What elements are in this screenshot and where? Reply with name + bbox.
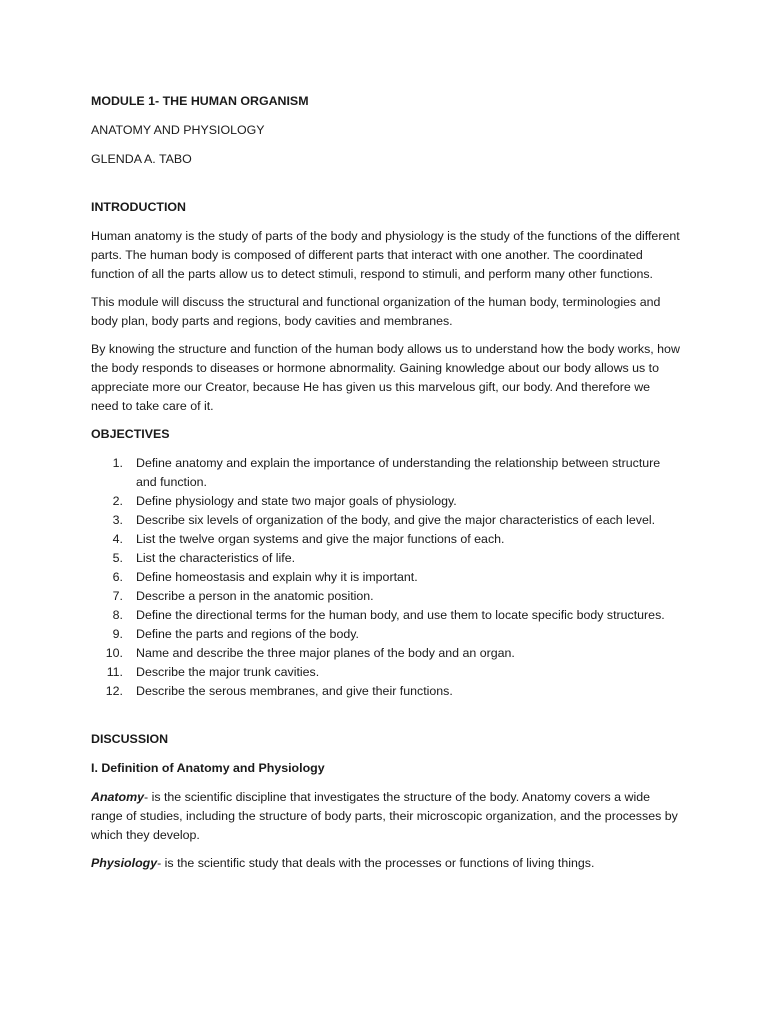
physiology-definition: [91, 854, 680, 873]
objective-item: 6. Define homeostasis and explain why it is important.: [112, 570, 418, 584]
objective-item: 5. List the characteristics of life.: [112, 551, 296, 565]
anatomy-text: - is the scientific discipline that investigates the structure of the body. Anatomy covers a wide range of studies, including the structure of body parts, their microscopic organization, and the processes by which they develop.: [91, 790, 678, 842]
section-title: I. Definition of Anatomy and Physiology: [91, 761, 325, 775]
discussion-heading: DISCUSSION: [91, 732, 169, 746]
objective-item: 10. Name and describe the three major planes of the body and an organ.: [105, 646, 515, 660]
objective-item: 4. List the twelve organ systems and give the major functions of each.: [112, 532, 505, 546]
objective-item: 1. Define anatomy and explain the importance of understanding the relationship between structure and function.: [112, 456, 661, 489]
intro-paragraph-2: This module will discuss the structural and functional organization of the human body, terminologies and body plan, body parts and regions, body cavities and membranes.: [91, 295, 661, 328]
introduction-heading: INTRODUCTION: [91, 200, 186, 214]
objective-item: 2. Define physiology and state two major goals of physiology.: [112, 494, 457, 508]
intro-paragraph-3: By knowing the structure and function of the human body allows us to understand how the body works, how the body responds to diseases or hormone abnormality. Gaining knowledge about our body allows us to appreciate more our Creator, because He has given us this marvelous gift, our body. And therefore we need to take care of it.: [91, 342, 680, 413]
objective-item: 9. Define the parts and regions of the body.: [112, 627, 359, 641]
objective-item: 8. Define the directional terms for the human body, and use them to locate specific body structures.: [112, 608, 665, 622]
anatomy-term: Anatomy: [91, 790, 145, 804]
intro-paragraph-1: Human anatomy is the study of parts of the body and physiology is the study of the functions of the different parts. The human body is composed of different parts that interact with one another. The coordinated function of all the parts allow us to detect stimuli, respond to stimuli, and perform many other functions.: [91, 229, 680, 281]
physiology-term: Physiology: [91, 856, 158, 870]
objective-item: 11. Describe the major trunk cavities.: [106, 665, 320, 679]
objectives-list: [91, 454, 680, 701]
objective-item: 3. Describe six levels of organization of the body, and give the major characteristics of each level.: [112, 513, 656, 527]
objective-item: 12. Describe the serous membranes, and give their functions.: [105, 684, 453, 698]
anatomy-definition: [91, 788, 680, 845]
physiology-text: - is the scientific study that deals with the processes or functions of living things.: [157, 856, 595, 870]
module-title: MODULE 1- THE HUMAN ORGANISM: [91, 94, 309, 108]
subject-title: ANATOMY AND PHYSIOLOGY: [91, 123, 265, 137]
author-name: GLENDA A. TABO: [91, 152, 192, 166]
objective-item: 7. Describe a person in the anatomic position.: [112, 589, 374, 603]
objectives-heading: OBJECTIVES: [91, 427, 170, 441]
